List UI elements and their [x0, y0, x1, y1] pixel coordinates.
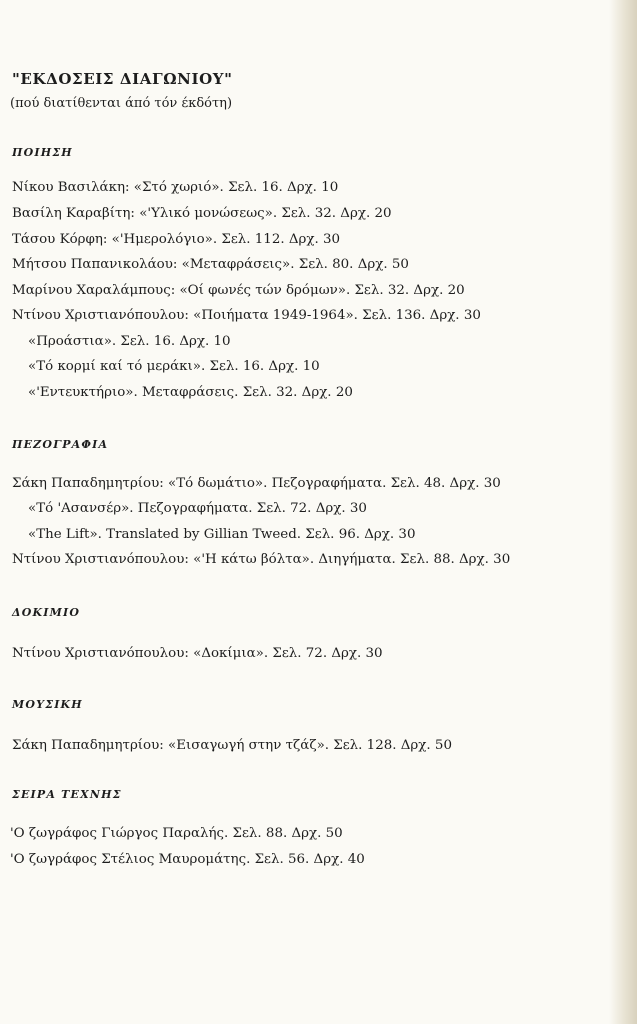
list-item: Τάσου Κόρφη: «'Ημερολόγιο». Σελ. 112. Δρχ. 30: [12, 232, 341, 247]
list-item: «'Εντευκτήριο». Μεταφράσεις. Σελ. 32. Δρχ. 20: [28, 385, 353, 400]
section-heading-poetry: ΠΟΙΗΣΗ: [12, 146, 73, 159]
section-heading-essay: ΔΟΚΙΜΙΟ: [12, 606, 81, 619]
page-title: "ΕΚΔΟΣΕΙΣ ΔΙΑΓΩΝΙΟΥ": [12, 70, 233, 88]
list-item: Σάκη Παπαδημητρίου: «Εισαγωγή στην τζάζ». Σελ. 128. Δρχ. 50: [12, 738, 452, 753]
list-item: 'Ο ζωγράφος Στέλιος Μαυρομάτης. Σελ. 56. Δρχ. 40: [10, 852, 365, 867]
list-item: Σάκη Παπαδημητρίου: «Τό δωμάτιο». Πεζογραφήματα. Σελ. 48. Δρχ. 30: [12, 476, 501, 491]
section-heading-art-series: ΣΕΙΡΑ ΤΕΧΝΗΣ: [12, 788, 122, 801]
list-item: «Προάστια». Σελ. 16. Δρχ. 10: [28, 334, 231, 349]
list-item: Ντίνου Χριστιανόπουλου: «'Η κάτω βόλτα». Διηγήματα. Σελ. 88. Δρχ. 30: [12, 552, 511, 567]
page-edge-shadow: [609, 0, 637, 1024]
section-heading-prose: ΠΕΖΟΓΡΑΦΙΑ: [12, 438, 109, 451]
list-item: Ντίνου Χριστιανόπουλου: «Ποιήματα 1949-1964». Σελ. 136. Δρχ. 30: [12, 308, 481, 323]
list-item: Μαρίνου Χαραλάμπους: «Οί φωνές τών δρόμων». Σελ. 32. Δρχ. 20: [12, 283, 465, 298]
list-item: «The Lift». Translated by Gillian Tweed. Σελ. 96. Δρχ. 30: [28, 527, 416, 542]
page-subtitle: (πού διατίθενται άπό τόν έκδότη): [10, 96, 233, 111]
list-item: Ντίνου Χριστιανόπουλου: «Δοκίμια». Σελ. 72. Δρχ. 30: [12, 646, 383, 661]
list-item: «Τό 'Ασανσέρ». Πεζογραφήματα. Σελ. 72. Δρχ. 30: [28, 501, 367, 516]
list-item: Μήτσου Παπανικολάου: «Μεταφράσεις». Σελ. 80. Δρχ. 50: [12, 257, 409, 272]
list-item: 'Ο ζωγράφος Γιώργος Παραλής. Σελ. 88. Δρχ. 50: [10, 826, 343, 841]
section-heading-music: ΜΟΥΣΙΚΗ: [12, 698, 83, 711]
list-item: Βασίλη Καραβίτη: «'Υλικό μονώσεως». Σελ. 32. Δρχ. 20: [12, 206, 392, 221]
list-item: Νίκου Βασιλάκη: «Στό χωριό». Σελ. 16. Δρχ. 10: [12, 180, 339, 195]
list-item: «Τό κορμί καί τό μεράκι». Σελ. 16. Δρχ. 10: [28, 359, 320, 374]
